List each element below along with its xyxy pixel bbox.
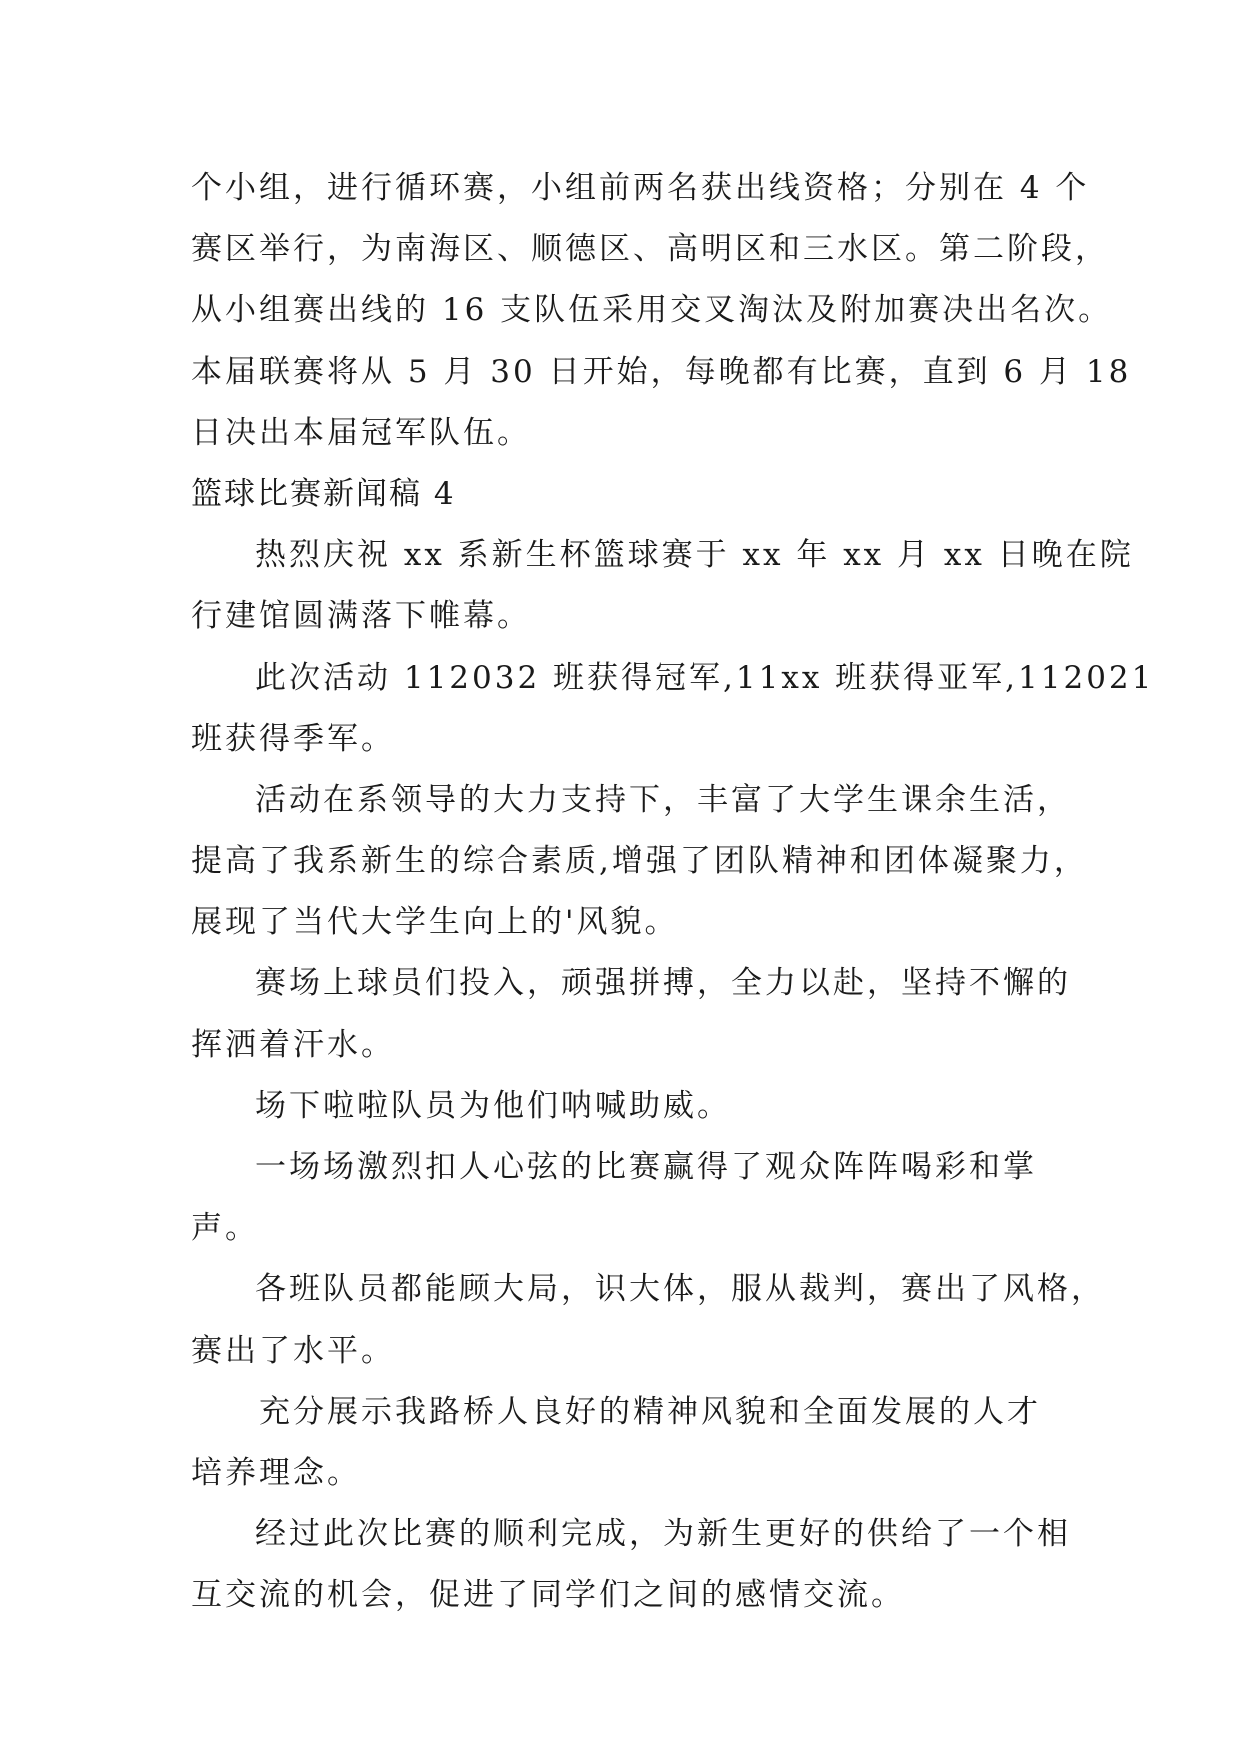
text-line: 赛场上球员们投入，顽强拼搏，全力以赴，坚持不懈的 (255, 965, 1071, 1002)
paragraph-1 (191, 525, 1134, 647)
text-line: 日决出本届冠军队伍。 (191, 414, 531, 451)
text-line: 互交流的机会，促进了同学们之间的感情交流。 (191, 1577, 905, 1614)
intro-paragraph (191, 158, 1132, 464)
text-line: 挥洒着汗水。 (191, 1026, 395, 1063)
paragraph-5 (191, 1076, 1071, 1137)
text-line: 行建馆圆满落下帷幕。 (191, 598, 531, 635)
text-line: 声。 (191, 1210, 259, 1247)
text-line: 经过此次比赛的顺利完成，为新生更好的供给了一个相 (255, 1516, 1071, 1553)
paragraph-7 (191, 1259, 1105, 1381)
paragraph-4 (191, 953, 1071, 1075)
text-line: 培养理念。 (191, 1454, 361, 1491)
paragraph-2 (191, 648, 1155, 770)
document-body (191, 158, 1155, 1627)
text-line: 个小组，进行循环赛，小组前两名获出线资格；分别在 4 个 (191, 170, 1090, 206)
paragraph-3 (191, 770, 1088, 954)
article-heading: 篮球比赛新闻稿 4 (191, 475, 456, 512)
text-line: 各班队员都能顾大局，识大体，服从裁判，赛出了风格， (255, 1271, 1105, 1308)
text-line: 热烈庆祝 xx 系新生杯篮球赛于 xx 年 xx 月 xx 日晚在院 (255, 537, 1134, 574)
text-line: 班获得季军。 (191, 720, 395, 757)
text-line: 从小组赛出线的 16 支队伍采用交叉淘汰及附加赛决出名次。 (191, 292, 1113, 329)
text-line: 赛出了水平。 (191, 1332, 395, 1369)
paragraph-9 (191, 1504, 1071, 1626)
text-line: 此次活动 112032 班获得冠军,11xx 班获得亚军,112021 (255, 659, 1155, 696)
paragraph-6 (191, 1137, 1071, 1259)
text-line: 赛区举行，为南海区、顺德区、高明区和三水区。第二阶段， (191, 231, 1109, 268)
text-line: 提高了我系新生的综合素质,增强了团队精神和团体凝聚力， (191, 843, 1088, 880)
text-line: 活动在系领导的大力支持下，丰富了大学生课余生活， (255, 781, 1071, 818)
text-line: 展现了当代大学生向上的'风貌。 (191, 904, 679, 941)
paragraph-8 (191, 1382, 1071, 1504)
text-line: 充分展示我路桥人良好的精神风貌和全面发展的人才 (259, 1393, 1041, 1430)
text-line: 场下啦啦队员为他们呐喊助威。 (255, 1087, 731, 1124)
text-line: 一场场激烈扣人心弦的比赛赢得了观众阵阵喝彩和掌 (255, 1149, 1037, 1185)
text-line: 本届联赛将从 5 月 30 日开始，每晚都有比赛，直到 6 月 18 (191, 353, 1132, 390)
